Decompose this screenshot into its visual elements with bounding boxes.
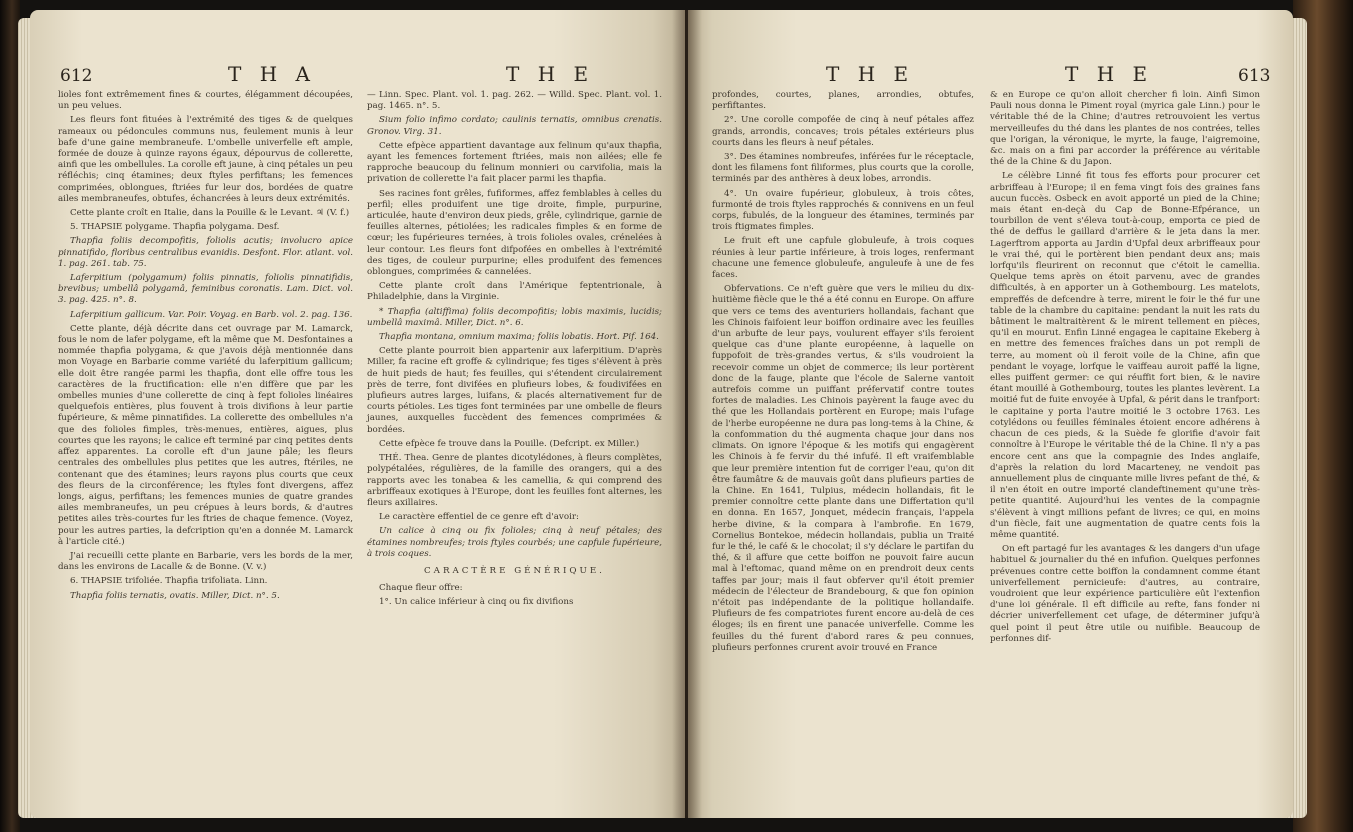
paragraph: Laferpitium (polygamum) foliis pinnatis, foliolis pinnatifidis, brevibus; umbellâ polygamâ, feminibus coronatis. Lam. Dict. vol. 3. pag. 425. n°. 8. — [58, 273, 353, 306]
paragraph: Obfervations. Ce n'eft guère que vers le milieu du dix-huitième fiècle que le thé a été connu en Europe. On affure que vers ce tems des aventuriers hollandais, fachant que les Chinois faifoient leur boiffon ordinaire avec les feuilles d'un arbufte de leur pays, voulurent effayer s'ils feroient quelque cas d'une plante européenne, à laquelle on fuppofoit de très-grandes vertus, & s'ils voudroient la recevoir comme un objet de commerce; ils leur portèrent donc de la fauge, plante que l'école de Salerne vantoit autrefois comme un puiffant préfervatif contre toutes fortes de maladies. Les Chinois payèrent la fauge avec du thé que les Hollandais portèrent en Europe; mais l'ufage de l'herbe européenne ne dura pas long-tems à la Chine, & la confommation du thé augmenta chaque jour dans nos climats. On ignore l'époque & les motifs qui engagèrent les Chinois à fe fervir du thé infufé. Il eft vraifemblable que leur première intention fut de corriger l'eau, qu'on dit être faumâtre & de mauvais goût dans plufieurs parties de la Chine. En 1641, Tulpius, médecin hollandais, fit le premier connoître cette plante dans une Differtation qu'il en donna. En 1657, Jonquet, médecin français, l'appela herbe divine, & la compara à l'ambrofie. En 1679, Cornelius Bontekoe, médecin hollandais, publia un Traité fur le thé, le café & le chocolat; il s'y déclare le partifan du thé, & il affure que cette boiffon ne pouvoit faire aucun mal à l'eftomac, quand même on en prendroit deux cents taffes par jour; mais il faut obferver qu'il étoit premier médecin de l'électeur de Brandebourg, & que fon opinion n'étoit pas indépendante de la politique hollandaife. Plufieurs de fes compatriotes furent encore au-delà de ces éloges; ils en firent une panacée univerfelle. Comme les feuilles du thé furent d'abord rares & peu connues, plufieurs perfonnes crurent avoir trouvé en France — [712, 284, 974, 653]
paragraph: Les fleurs font fituées à l'extrémité des tiges & de quelques rameaux ou pédoncules communs nus, feulement munis à leur bafe d'une gaine membraneufe. L'ombelle univerfelle eft ample, formée de douze à quinze rayons égaux, dépourvus de collerette, ainfi que les ombellules. La corolle eft jaune, à cinq pétales un peu réfléchis; cinq étamines; deux ftyles perfiftans; les femences comprimées, oblongues, ftriées fur leur dos, bordées de quatre ailes membraneufes, obtufes, échancrées à leurs deux extrémités. — [58, 115, 353, 204]
left-running-head: T H A — [228, 62, 316, 86]
right-page-column-1 — [712, 90, 974, 657]
paragraph: Thapfia foliis decompofitis, foliolis acutis; involucro apice pinnatifido, floribus centralibus evanidis. Desfont. Flor. atlant. vol. 1. pag. 261. tab. 75. — [58, 236, 353, 269]
left-page-column-1 — [58, 90, 353, 605]
paragraph: Chaque fleur offre: — [379, 583, 463, 594]
right-page-column-2 — [990, 90, 1260, 648]
paragraph: Le fruit eft une capfule globuleufe, à trois coques réunies à leur partie inférieure, à trois loges, renfermant chacune une femence globuleufe, anguleufe à une de fes faces. — [712, 236, 974, 281]
paragraph: 2°. Une corolle compofée de cinq à neuf pétales affez grands, arrondis, concaves; trois pétales extérieurs plus courts dans les fleurs à neuf pétales. — [712, 115, 974, 148]
paragraph: Sium folio infimo cordato; caulinis ternatis, omnibus crenatis. Gronov. Virg. 31. — [367, 115, 662, 137]
paragraph: * Thapfia (altiffima) foliis decompofitis; lobis maximis, lucidis; umbellâ maximâ. Miller, Dict. n°. 6. — [367, 306, 662, 328]
paragraph: 5. THAPSIE polygame. Thapfia polygama. Desf. — [70, 222, 280, 233]
paragraph: Laferpitium gallicum. Var. Poir. Voyag. en Barb. vol. 2. pag. 136. — [70, 309, 353, 320]
right-running-head: T H E — [1065, 62, 1154, 86]
paragraph: On eft partagé fur les avantages & les dangers d'un ufage habituel & journalier du thé en infufion. Quelques perfonnes prévenues contre cette boiffon la condamnent comme étant univerfellement pernicieufe: d'autres, au contraire, voudroient que leur expérience particulière eût l'extenfion d'une loi générale. Il eft difficile au refte, fans fonder ni décrier univerfellement cet ufage, de déterminer jufqu'à quel point il peut être utile ou nuifible. Beaucoup de perfonnes dif- — [990, 544, 1260, 644]
paragraph: Cette plante croît dans l'Amérique feptentrionale, à Philadelphie, dans la Virginie. — [367, 281, 662, 303]
paragraph: 4°. Un ovaire fupérieur, globuleux, à trois côtes, furmonté de trois ftyles rapprochés & connivens en un feul corps, fubulés, de la longueur des étamines, terminés par trois ftigmates fimples. — [712, 188, 974, 233]
paragraph: profondes, courtes, planes, arrondies, obtufes, perfiftantes. — [712, 90, 974, 112]
paragraph: Thapfia foliis ternatis, ovatis. Miller, Dict. n°. 5. — [70, 590, 280, 601]
left-page-number: 612 — [60, 66, 93, 86]
left-running-head-2: T H E — [506, 62, 595, 86]
paragraph: Cette plante, déjà décrite dans cet ouvrage par M. Lamarck, fous le nom de lafer polygame, eft la même que M. Desfontaines a nommée thapfia polygama, & que j'avois déjà mentionnée dans mon Voyage en Barbarie comme variété du laferpitium gallicum; elle doit être rangée parmi les thapfia, dont elle offre tous les caractères de la fructification: elle n'en diffère que par les ombelles munies d'une collerette de cinq à fept folioles linéaires quelquefois entières, plus fouvent à trois divifions à leur partie fupérieure, & même pinnatifides. La collerette des ombellules n'a que des folioles fimples, très-menues, entières, aigues, plus courtes que les rayons; le calice eft terminé par cinq petites dents affez apparentes. La corolle eft d'un jaune pâle; les fleurs centrales des ombellules plus petites que les autres, ftériles, ne contenant que des étamines; leurs rayons plus courts que ceux des fleurs de la circonférence; les ftyles font divergens, affez longs, aigus, perfiftans; les femences munies de quatre grandes ailes membraneufes, un peu crépues à leurs bords, & d'autres petites ailes très-courtes fur les ftries de chaque femence. (Voyez, pour les autres parties, la defcription qu'en a donnée M. Lamarck à l'article cité.) — [58, 323, 353, 547]
paragraph: Ses racines font grêles, fufiformes, affez femblables à celles du perfil; elles produifent une tige droite, fimple, purpurine, articulée, haute d'environ deux pieds, grêle, cylindrique, garnie de feuilles alternes, pétiolées; les radicales fimples & en forme de cœur; les fupérieures ternées, à trois folioles ovales, crénelées à leur contour. Les fleurs font difpofées en ombelles à l'extrémité des tiges, de couleur purpurine; elles produifent des femences oblongues, comprimées & cannelées. — [367, 188, 662, 278]
paragraph: 6. THAPSIE trifoliée. Thapfia trifoliata. Linn. — [70, 576, 268, 587]
paragraph: Le célèbre Linné fit tous fes efforts pour procurer cet arbriffeau à l'Europe; il en fema vingt fois des graines fans aucun fuccès. Osbeck en avoit apporté un pied de la Chine; mais étant en-deçà du Cap de Bonne-Efpérance, un tourbillon de vent s'éleva tout-à-coup, emporta ce pied de thé de deffus le gaillard d'arrière & le jeta dans la mer. Lagerftrom apporta au Jardin d'Upfal deux arbriffeaux pour le vrai thé, qui le portèrent bien pendant deux ans; mais lorfqu'ils fleurirent on reconnut que c'étoit le camellia. Quelque tems après on étoit parvenu, avec de grandes difficultés, à en apporter un à Gothembourg. Les matelots, empreffés de defcendre à terre, mirent le foir le thé fur une table de la chambre du capitaine: pendant la nuit les rats du bâtiment le maltraitèrent & le mirent tellement en pièces, qu'il en mourut. Enfin Linné engagea le capitaine Ekeberg à en mettre des femences fraîches dans un pot rempli de terre, au moment où il feroit voile de la Chine, afin que pendant le voyage, lorfque le vaiffeau auroit paffé la ligne, elles puiffent germer: ce qui réuffit fort bien, & le navire étant mouillé à Gothembourg, toutes les plantes levèrent. La moitié fut de fuite envoyée à Upfal, & périt dans le tranfport: le capitaine y porta l'autre moitié le 3 octobre 1763. Les cotylédons ou feuilles féminales étoient encore adhérens à chacun de ces pieds, & la Suède fe glorifie d'avoir fait connoître à l'Europe le véritable thé de la Chine. Il n'y a pas encore cent ans que la compagnie des Indes anglaife, d'après la relation du lord Macarteney, ne vendoit pas annuellement plus de cinquante mille livres pefant de thé, & il n'en étoit en outre importé clandeftinement qu'une très-petite quantité. Aujourd'hui les ventes de la compagnie s'élèvent à vingt millions pefant de livres; ce qui, en moins d'un fiècle, fait une augmentation de quatre cents fois la même quantité. — [990, 171, 1260, 540]
paragraph: J'ai recueilli cette plante en Barbarie, vers les bords de la mer, dans les environs de Lacalle & de Bonne. (V. v.) — [58, 550, 353, 573]
paragraph: Le caractère effentiel de ce genre eft d'avoir: — [379, 512, 579, 523]
left-binding — [0, 0, 20, 832]
paragraph: Cette efpèce fe trouve dans la Pouille. (Defcript. ex Miller.) — [379, 438, 640, 449]
right-page-number: 613 — [1238, 66, 1271, 86]
paragraph: THÉ. Thea. Genre de plantes dicotylédones, à fleurs complètes, polypétalées, régulières, de la famille des orangers, qui a des rapports avec les tonabea & les camellia, & qui comprend des arbriffeaux exotiques à l'Europe, dont les feuilles font alternes, les fleurs axillaires. — [367, 453, 662, 508]
paragraph: Cette plante croît en Italie, dans la Pouille & le Levant. ♃ (V. f.) — [70, 208, 350, 219]
right-running-head-1: T H E — [826, 62, 915, 86]
paragraph: & en Europe ce qu'on alloit chercher fi loin. Ainfi Simon Pauli nous donna le Piment royal (myrica gale Linn.) pour le véritable thé de la Chine; d'autres retrouvoient les vertus merveilleufes du thé dans les plantes de nos contrées, telles que l'origan, la véronique, le myrte, la fauge, l'aigremoine, &c. mais on a fini par accorder la préférence au véritable thé de la Chine & du Japon. — [990, 90, 1260, 168]
paragraph: lioles font extrêmement fines & courtes, élégamment découpées, un peu velues. — [58, 90, 353, 112]
paragraph: Cette plante pourroit bien appartenir aux laferpitium. D'après Miller, fa racine eft groffe & cylindrique; fes tiges s'élèvent à près de huit pieds de haut; fes feuilles, qui s'étendent circulairement près de terre, font divifées en plufieurs lobes, & foudivifées en plufieurs autres larges, luifans, & placés alternativement fur de courts pétioles. Les tiges font terminées par une ombelle de fleurs jaunes, auxquelles fuccèdent des femences comprimées & bordées. — [367, 346, 662, 435]
paragraph: — Linn. Spec. Plant. vol. 1. pag. 262. — Willd. Spec. Plant. vol. 1. pag. 1465. n°. 5. — [367, 90, 662, 112]
book-gutter — [672, 10, 702, 818]
paragraph: Thapfia montana, omnium maxima; foliis lobatis. Hort. Pif. 164. — [379, 332, 659, 343]
paragraph: Cette efpèce appartient davantage aux felinum qu'aux thapfia, ayant les femences fortement ftriées, mais non ailées; elle fe rapproche beaucoup du felinum monnieri ou carvifolia, mais la privation de collerette l'a fait placer parmi les thapfia. — [367, 140, 662, 185]
left-page-column-2 — [367, 90, 662, 612]
paragraph: CARACTÈRE GÉNÉRIQUE. — [424, 565, 605, 576]
paragraph: 3°. Des étamines nombreufes, inférées fur le réceptacle, dont les filamens font filiformes, plus courts que la corolle, terminés par des anthères à deux lobes, arrondis. — [712, 152, 974, 185]
paragraph: 1°. Un calice inférieur à cinq ou fix divifions — [379, 597, 574, 608]
paragraph: Un calice à cinq ou fix folioles; cinq à neuf pétales; des étamines nombreufes; trois ftyles courbés; une capfule fupérieure, à trois coques. — [367, 526, 662, 559]
